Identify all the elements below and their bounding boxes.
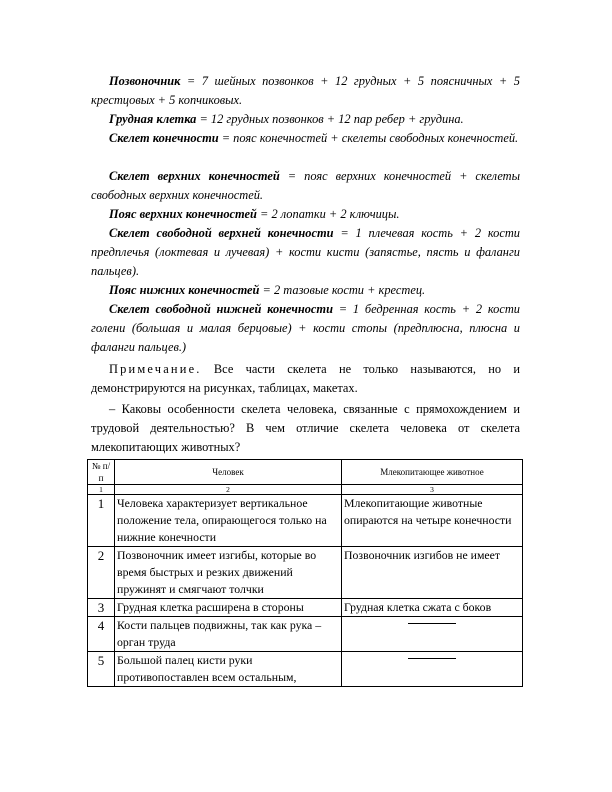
spine-formula: Позвоночник = 7 шейных позвонков + 12 грудных + 5 поясничных + 5 крестцовых + 5 копчиковых.	[91, 74, 520, 107]
column-number-row	[88, 485, 523, 495]
dash-mark	[408, 623, 456, 624]
row-number: 5	[88, 652, 115, 687]
human-cell: Грудная клетка расширена в стороны	[115, 599, 342, 617]
note-paragraph: Примечание. Все части скелета не только называются, но и демонстрируются на рисунках, таблицах, макетах.	[91, 362, 520, 395]
animal-cell: Позвоночник изгибов не имеет	[342, 547, 523, 599]
animal-cell: Грудная клетка сжата с боков	[342, 599, 523, 617]
question-paragraph: – Каковы особенности скелета человека, связанные с прямохождением и трудовой деятельностью? В чем отличие скелета человека от скелета млекопитающих животных?	[91, 402, 520, 454]
column-number: 2	[115, 485, 342, 495]
human-cell: Большой палец кисти руки противопоставлен всем остальным,	[115, 652, 342, 687]
pelvic-girdle-formula: Пояс нижних конечностей = 2 тазовые кости + крестец.	[109, 283, 426, 297]
animal-cell	[342, 652, 523, 687]
header-animal: Млекопитающее животное	[342, 460, 523, 485]
dash-mark	[408, 658, 456, 659]
animal-cell: Млекопитающие животные опираются на четыре конечности	[342, 495, 523, 547]
table-row	[88, 495, 523, 547]
table-header-row	[88, 460, 523, 485]
chest-formula: Грудная клетка = 12 грудных позвонков + 12 пар ребер + грудина.	[109, 112, 464, 126]
free-lower-limb-formula: Скелет свободной нижней конечности = 1 бедренная кость + 2 кости голени (большая и малая берцовые) + кости стопы (предплюсна, плюсна и фаланги пальцев.)	[91, 302, 521, 354]
shoulder-girdle-formula: Пояс верхних конечностей = 2 лопатки + 2 ключицы.	[109, 207, 400, 221]
row-number: 1	[88, 495, 115, 547]
column-number: 3	[342, 485, 523, 495]
row-number: 3	[88, 599, 115, 617]
row-number: 4	[88, 617, 115, 652]
column-number: 1	[88, 485, 115, 495]
human-cell: Человека характеризует вертикальное положение тела, опирающегося только на нижние конечности	[115, 495, 342, 547]
upper-limb-skeleton-formula: Скелет верхних конечностей = пояс верхних конечностей + скелеты свободных верхних конечностей.	[91, 169, 520, 202]
table-row	[88, 617, 523, 652]
header-number: № п/п	[88, 460, 115, 485]
human-cell: Кости пальцев подвижны, так как рука – орган труда	[115, 617, 342, 652]
free-upper-limb-formula: Скелет свободной верхней конечности = 1 плечевая кость + 2 кости предплечья (локтевая и лучевая) + кости кисти (запястье, пясть и фаланги пальцев).	[91, 226, 520, 278]
limb-skeleton-formula: Скелет конечности = пояс конечностей + скелеты свободных конечностей.	[109, 131, 519, 145]
header-human: Человек	[115, 460, 342, 485]
table-row	[88, 547, 523, 599]
table-row	[88, 599, 523, 617]
human-cell: Позвоночник имеет изгибы, которые во время быстрых и резких движений пружинят и смягчают толчки	[115, 547, 342, 599]
comparison-table	[87, 459, 523, 687]
row-number: 2	[88, 547, 115, 599]
table-row	[88, 652, 523, 687]
animal-cell	[342, 617, 523, 652]
